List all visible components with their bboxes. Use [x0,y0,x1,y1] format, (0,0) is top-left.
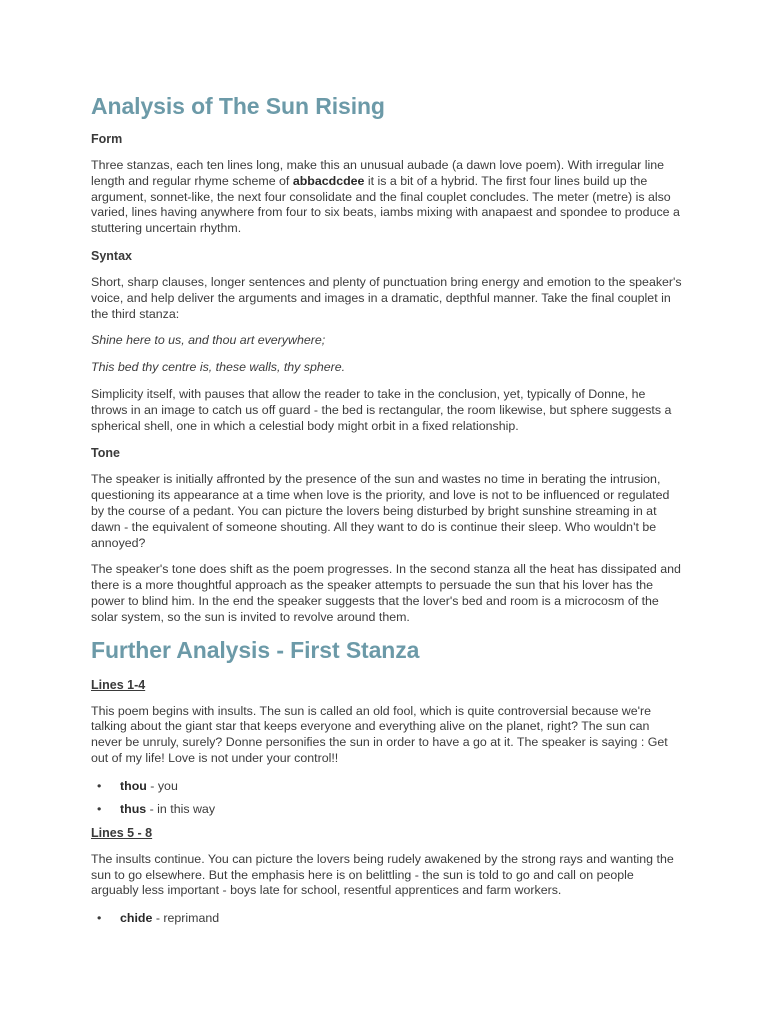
tone-paragraph-2: The speaker's tone does shift as the poem progresses. In the second stanza all the heat has dissipated and there is a more thoughtful approach as the speaker attempts to persuade the sun that his lover has the power to blind him. In the end the speaker suggests that the lover's bed and room is a microcosm of the solar system, so the sun is invited to revolve around them. [91,562,681,624]
glossary-list-1 [91,778,683,817]
quote-line-1: Shine here to us, and thou art everywhere; [91,333,326,348]
lines-5-8-paragraph: The insults continue. You can picture the lovers being rudely awakened by the strong rays and wanting the sun to go elsewhere. But the emphasis here is on belittling - the sun is told to go and call on people arguably less important - boys late for school, resentful apprentices and farm workers. [91,851,674,898]
list-item: • chide - reprimand [91,910,683,926]
quote-line-2: This bed thy centre is, these walls, thy sphere. [91,360,346,375]
lines-1-4-heading: Lines 1-4 [91,677,146,692]
list-item: • thus - in this way [91,801,683,817]
rhyme-scheme: abbacdcdee [292,173,365,188]
syntax-paragraph-2: Simplicity itself, with pauses that allow the reader to take in the conclusion, yet, typically of Donne, he throws in an image to catch us off guard - the bed is rectangular, the room likewise, but sphere suggests a spherical shell, one in which a celestial body might orbit in a fixed relationship. [91,386,672,433]
section-title-further-analysis: Further Analysis - First Stanza [91,636,420,663]
lines-5-8-heading: Lines 5 - 8 [91,825,153,840]
glossary-list-2 [91,910,683,926]
syntax-paragraph-1: Short, sharp clauses, longer sentences and plenty of punctuation bring energy and emotion to the speaker's voice, and help deliver the arguments and images in a dramatic, depthful manner. Take the final couplet in the third stanza: [91,274,682,321]
page-title: Analysis of The Sun Rising [91,93,385,119]
form-paragraph: Three stanzas, each ten lines long, make this an unusual aubade (a dawn love poem). With irregular line length and regular rhyme scheme of abbacdcdee it is a bit of a hybrid. The first four lines build up the argument, sonnet-like, the next four consolidate and the final couplet concludes. The meter (metre) is also varied, lines having anywhere from four to six beats, iambs mixing with anapaest and spondee to produce a stuttering uncertain rhythm. [91,158,680,236]
list-item: • thou - you [91,778,683,794]
lines-1-4-paragraph: This poem begins with insults. The sun is called an old fool, which is quite controversial because we're talking about the giant star that keeps everyone and everything alive on the planet, right? The sun can never be unruly, surely? Donne personifies the sun in order to have a go at it. The speaker is saying : Get out of my life! Love is not under your control!! [91,703,668,765]
syntax-heading: Syntax [91,248,132,263]
document-page [91,0,683,926]
form-heading: Form [91,132,123,146]
tone-heading: Tone [91,446,120,461]
tone-paragraph-1: The speaker is initially affronted by the presence of the sun and wastes no time in berating the intrusion, questioning its appearance at a time when love is the priority, and love is not to be influenced or regulated by the course of a pedant. You can picture the lovers being disturbed by bright sunshine streaming in at dawn - the equivalent of someone shouting. All they want to do is continue their sleep. Who wouldn't be annoyed? [91,472,670,550]
